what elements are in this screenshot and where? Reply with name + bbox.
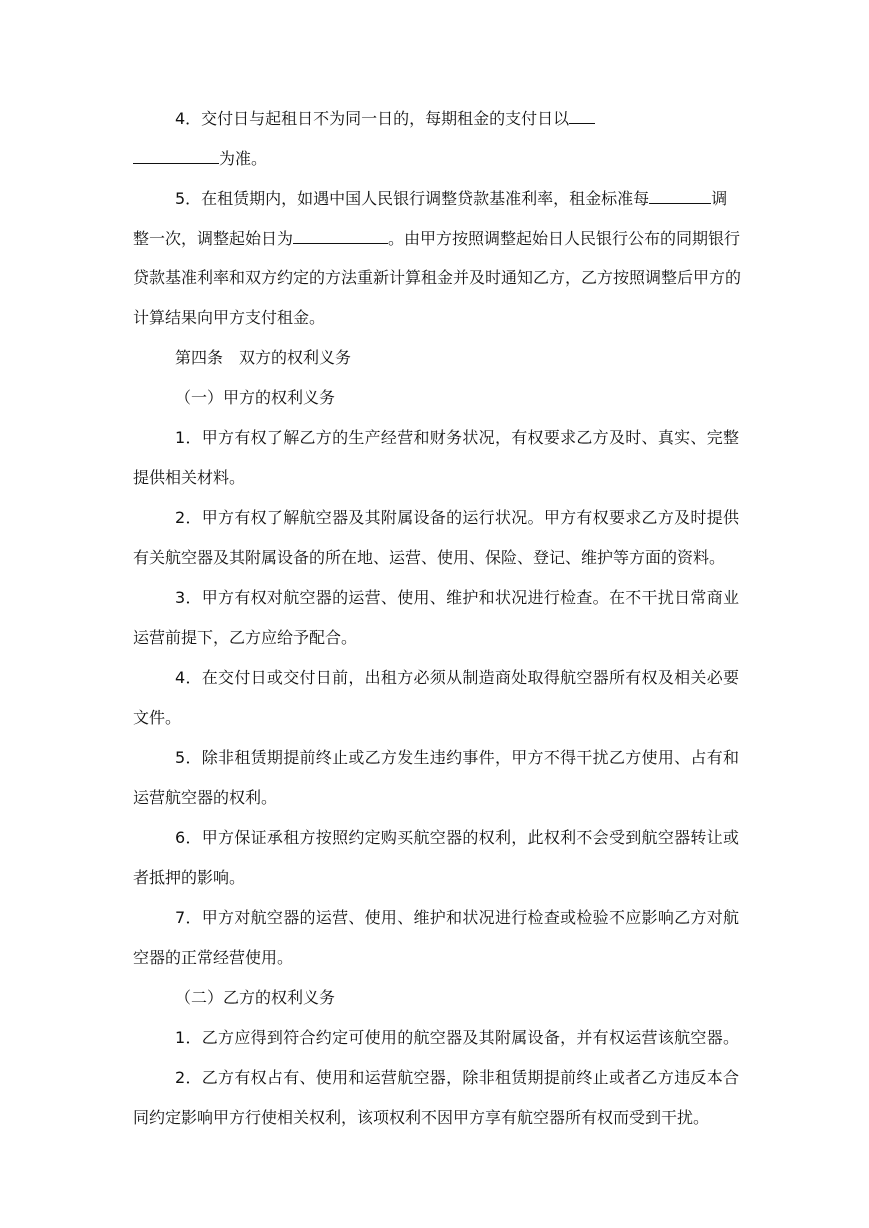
rent-item-5-line-3: 贷款基准利率和双方约定的方法重新计算租金并及时通知乙方，乙方按照调整后甲方的 xyxy=(133,268,742,287)
rent-item-4-suffix: 为准。 xyxy=(219,149,268,168)
article-4-heading: 第四条 双方的权利义务 xyxy=(175,348,352,367)
party-b-item-1: 1．乙方应得到符合约定可使用的航空器及其附属设备，并有权运营该航空器。 xyxy=(175,1028,739,1047)
party-b-item-2-line-2: 同约定影响甲方行使相关权利，该项权利不因甲方享有航空器所有权而受到干扰。 xyxy=(133,1108,710,1127)
rent-item-5-text-a: 5．在租赁期内，如遇中国人民银行调整贷款基准利率，租金标准每 xyxy=(175,189,650,208)
rent-item-5-line-1 xyxy=(175,186,727,211)
party-a-item-2-line-1: 2．甲方有权了解航空器及其附属设备的运行状况。甲方有权要求乙方及时提供 xyxy=(175,508,739,527)
rent-item-4-line-2 xyxy=(133,146,267,171)
party-b-item-2-line-1: 2．乙方有权占有、使用和运营航空器，除非租赁期提前终止或者乙方违反本合 xyxy=(175,1068,739,1087)
rent-item-5-line-2 xyxy=(133,226,740,251)
party-a-item-7-line-2: 空器的正常经营使用。 xyxy=(133,948,294,967)
party-a-item-6-line-2: 者抵押的影响。 xyxy=(133,868,246,887)
party-a-heading: （一）甲方的权利义务 xyxy=(175,388,336,407)
party-a-item-5-line-2: 运营航空器的权利。 xyxy=(133,788,278,807)
rent-item-4-text: 4．交付日与起租日不为同一日的，每期租金的支付日以 xyxy=(175,109,570,128)
party-a-item-1-line-1: 1．甲方有权了解乙方的生产经营和财务状况，有权要求乙方及时、真实、完整 xyxy=(175,428,739,447)
party-a-item-2-line-2: 有关航空器及其附属设备的所在地、运营、使用、保险、登记、维护等方面的资料。 xyxy=(133,548,726,567)
party-a-item-4-line-1: 4．在交付日或交付日前，出租方必须从制造商处取得航空器所有权及相关必要 xyxy=(175,668,739,687)
fill-blank xyxy=(133,146,219,164)
rent-item-5-line-4: 计算结果向甲方支付租金。 xyxy=(133,308,326,327)
party-a-item-5-line-1: 5．除非租赁期提前终止或乙方发生违约事件，甲方不得干扰乙方使用、占有和 xyxy=(175,748,739,767)
party-a-item-1-line-2: 提供相关材料。 xyxy=(133,468,246,487)
fill-blank xyxy=(293,226,388,244)
rent-item-4-line-1 xyxy=(175,106,595,131)
party-a-item-7-line-1: 7．甲方对航空器的运营、使用、维护和状况进行检查或检验不应影响乙方对航 xyxy=(175,908,739,927)
party-a-item-6-line-1: 6．甲方保证承租方按照约定购买航空器的权利，此权利不会受到航空器转让或 xyxy=(175,828,739,847)
party-a-item-3-line-1: 3．甲方有权对航空器的运营、使用、维护和状况进行检查。在不干扰日常商业 xyxy=(175,588,739,607)
fill-blank xyxy=(569,106,595,124)
fill-blank xyxy=(649,186,711,204)
rent-item-5-text-b: 调 xyxy=(711,189,728,208)
party-a-item-3-line-2: 运营前提下，乙方应给予配合。 xyxy=(133,628,358,647)
rent-item-5-line-2-text-a: 整一次，调整起始日为 xyxy=(133,229,294,248)
rent-item-5-line-2-text-b: 。由甲方按照调整起始日人民银行公布的同期银行 xyxy=(388,229,741,248)
party-b-heading: （二）乙方的权利义务 xyxy=(175,988,336,1007)
party-a-item-4-line-2: 文件。 xyxy=(133,708,182,727)
